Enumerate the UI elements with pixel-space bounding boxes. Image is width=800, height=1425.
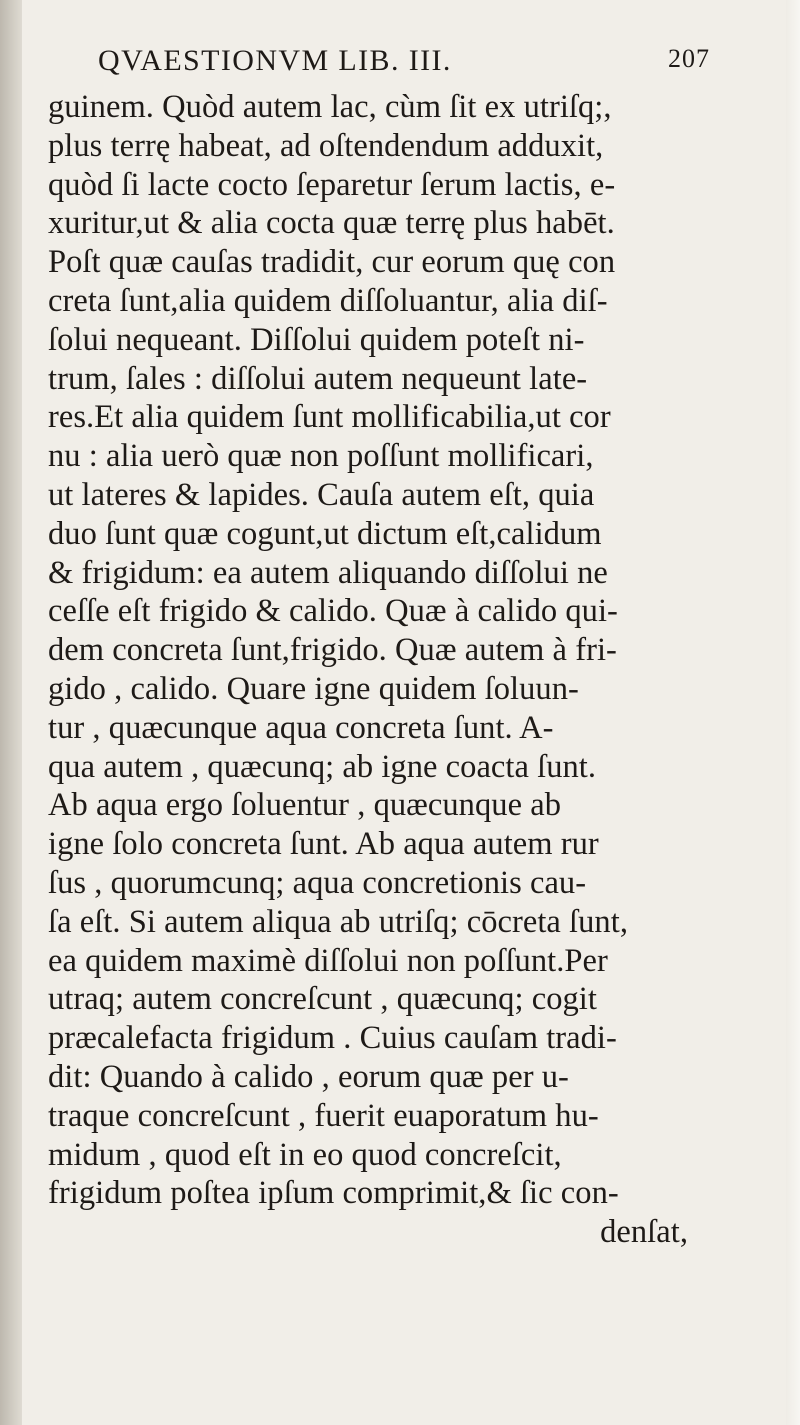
text-line: traque concreſcunt , fuerit euaporatum hu- bbox=[48, 1097, 599, 1134]
text-line: frigidum poſtea ipſum comprimit,& ſic con- bbox=[48, 1175, 619, 1212]
text-line: Ab aqua ergo ſoluentur , quæcunque ab bbox=[48, 787, 561, 824]
running-head-title: QVAESTIONVM LIB. III. bbox=[98, 44, 452, 77]
text-line: ut lateres & lapides. Cauſa autem eſt, quia bbox=[48, 476, 595, 513]
text-line: Poſt quæ cauſas tradidit, cur eorum quę con bbox=[48, 244, 616, 281]
catchword: denſat, bbox=[600, 1214, 688, 1251]
text-line: ſus , quorumcunq; aqua concretionis cau- bbox=[48, 864, 587, 901]
text-line: res.Et alia quidem ſunt mollificabilia,ut cor bbox=[48, 399, 611, 436]
text-line: xuritur,ut & alia cocta quæ terrę plus habēt. bbox=[48, 205, 615, 242]
text-line: præcalefacta frigidum . Cuius cauſam tradi- bbox=[48, 1020, 617, 1057]
text-line: & frigidum: ea autem aliquando diſſolui ne bbox=[48, 554, 608, 591]
text-line: dem concreta ſunt,frigido. Quæ autem à fri- bbox=[48, 632, 617, 669]
running-head bbox=[0, 44, 800, 94]
text-line: duo ſunt quæ cogunt,ut dictum eſt,calidum bbox=[48, 515, 602, 552]
text-line: qua autem , quæcunq; ab igne coacta ſunt. bbox=[48, 748, 597, 785]
text-line: tur , quæcunque aqua concreta ſunt. A- bbox=[48, 709, 554, 746]
text-line: dit: Quando à calido , eorum quæ per u- bbox=[48, 1058, 569, 1095]
text-line: creta ſunt,alia quidem diſſoluantur, alia diſ- bbox=[48, 282, 608, 319]
text-line: ſa eſt. Si autem aliqua ab utriſq; cōcreta ſunt, bbox=[48, 903, 628, 940]
text-line: trum, ſales : diſſolui autem nequeunt late- bbox=[48, 360, 588, 397]
page-number: 207 bbox=[668, 44, 710, 73]
text-line: gido , calido. Quare igne quidem ſoluun- bbox=[48, 670, 579, 707]
text-line: ſolui nequeant. Diſſolui quidem poteſt ni- bbox=[48, 321, 585, 358]
text-line: guinem. Quòd autem lac, cùm ſit ex utriſq;, bbox=[48, 89, 612, 125]
text-line: nu : alia uerò quæ non poſſunt mollificari, bbox=[48, 438, 594, 475]
text-line: utraq; autem concreſcunt , quæcunq; cogit bbox=[48, 981, 597, 1018]
text-line: igne ſolo concreta ſunt. Ab aqua autem rur bbox=[48, 826, 599, 863]
text-line: midum , quod eſt in eo quod concreſcit, bbox=[48, 1136, 562, 1173]
text-line: quòd ſi lacte cocto ſeparetur ſerum lactis, e- bbox=[48, 166, 616, 203]
page-edge bbox=[786, 0, 800, 1425]
body-text bbox=[48, 88, 688, 1252]
text-line: ceſſe eſt frigido & calido. Quæ à calido qui- bbox=[48, 593, 618, 630]
text-line: plus terrę habeat, ad oſtendendum adduxit, bbox=[48, 127, 604, 164]
text-line: ea quidem maximè diſſolui non poſſunt.Per bbox=[48, 942, 608, 979]
